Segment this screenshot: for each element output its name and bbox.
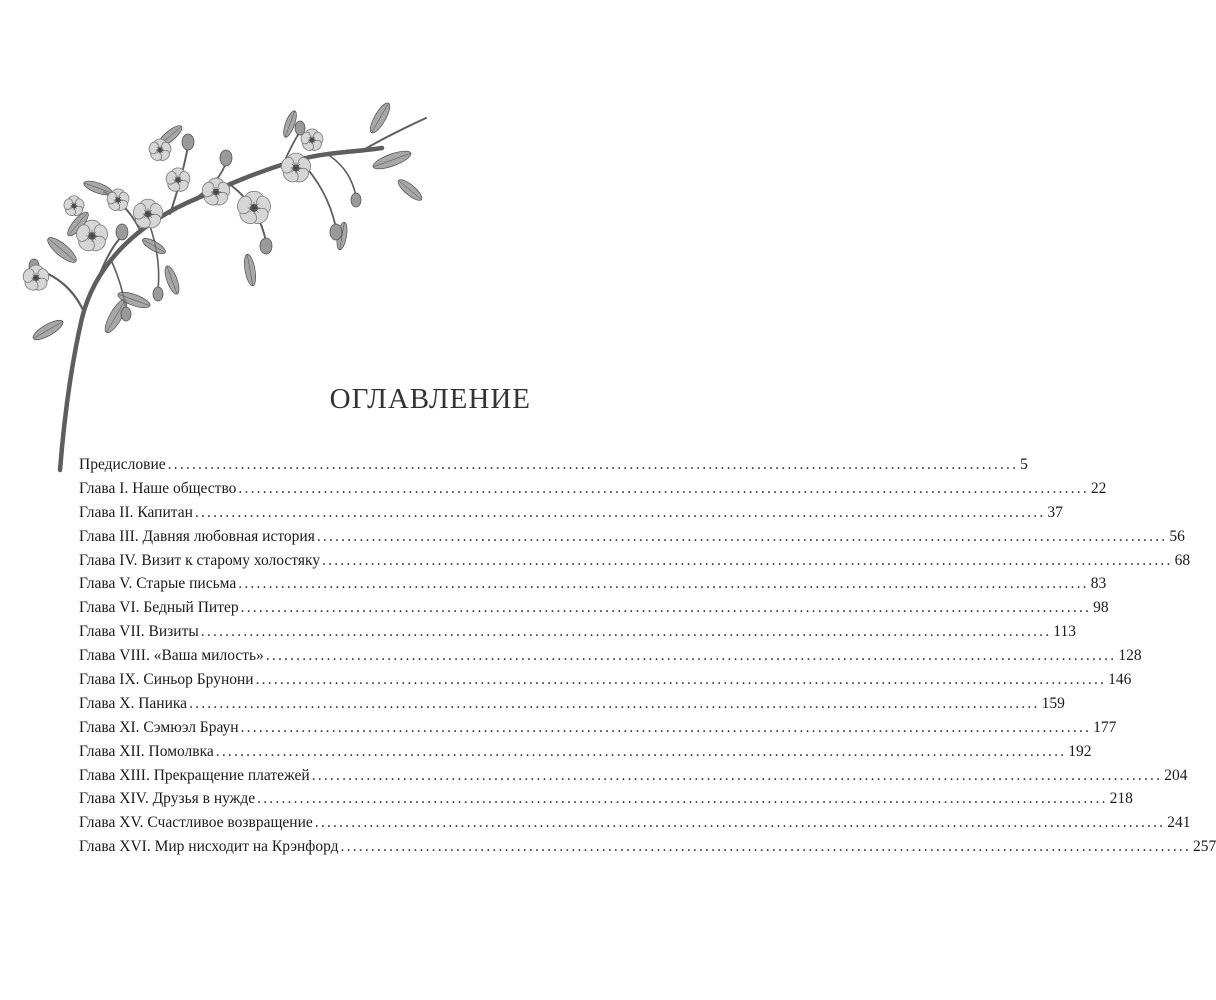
toc-entry[interactable] [79, 549, 1191, 573]
chapter-title: Глава II. Капитан [79, 503, 193, 521]
toc-entry[interactable] [79, 525, 1185, 549]
dot-leader: ............................................................................................................................................ [215, 742, 1067, 760]
dot-leader: ............................................................................................................................................ [189, 694, 1040, 712]
toc-entry[interactable] [79, 644, 1142, 668]
toc-entry[interactable] [79, 668, 1132, 692]
chapter-title: Глава XV. Счастливое возвращение [79, 814, 313, 832]
dot-leader: ............................................................................................................................................ [238, 479, 1089, 497]
toc-entry[interactable] [79, 596, 1109, 620]
dot-leader: ............................................................................................................................................ [322, 551, 1173, 569]
chapter-title: Глава X. Паника [79, 694, 188, 712]
toc-entry[interactable] [79, 787, 1133, 811]
dot-leader: ............................................................................................................................................ [316, 527, 1168, 545]
page-number: 5 [1020, 456, 1028, 473]
dot-leader: ............................................................................................................................................ [194, 503, 1046, 521]
toc-entry[interactable] [79, 572, 1107, 596]
chapter-title: Глава XIV. Друзья в нужде [79, 790, 256, 808]
page-number: 128 [1118, 647, 1142, 665]
chapter-title: Глава VII. Визиты [79, 623, 199, 641]
page-number: 83 [1090, 575, 1107, 593]
page-number: 37 [1047, 503, 1063, 521]
page-number: 56 [1169, 527, 1185, 545]
dot-leader: ............................................................................................................................................ [257, 790, 1108, 808]
toc-entry[interactable] [79, 453, 1028, 477]
dot-leader: ............................................................................................................................................ [340, 838, 1192, 856]
dot-leader: ............................................................................................................................................ [167, 456, 1019, 473]
chapter-title: Глава III. Давняя любовная история [79, 527, 315, 545]
toc-entry[interactable] [79, 835, 1216, 859]
page-number: 257 [1193, 838, 1216, 856]
toc-entry[interactable] [79, 477, 1107, 501]
chapter-title: Глава I. Наше общество [79, 479, 237, 497]
chapter-title: Глава XII. Помолвка [79, 742, 214, 760]
chapter-title: Глава VIII. «Ваша милость» [79, 647, 264, 665]
chapter-title: Глава XI. Сэмюэл Браун [79, 718, 239, 736]
toc-entry[interactable] [79, 692, 1065, 716]
chapter-title: Глава VI. Бедный Питер [79, 599, 239, 617]
page-number: 159 [1041, 694, 1065, 712]
chapter-title: Предисловие [79, 456, 166, 473]
dot-leader: ............................................................................................................................................ [255, 671, 1107, 689]
chapter-title: Глава V. Старые письма [79, 575, 237, 593]
page-number: 113 [1053, 623, 1076, 641]
dot-leader: ............................................................................................................................................ [200, 623, 1052, 641]
dot-leader: ............................................................................................................................................ [311, 766, 1163, 784]
page-number: 192 [1068, 742, 1092, 760]
toc-entry[interactable] [79, 764, 1188, 788]
chapter-title: Глава XIII. Прекращение платежей [79, 766, 310, 784]
page-number: 146 [1108, 671, 1132, 689]
dot-leader: ............................................................................................................................................ [240, 599, 1092, 617]
dot-leader: ............................................................................................................................................ [240, 718, 1092, 736]
table-of-contents [79, 453, 1216, 859]
dot-leader: ............................................................................................................................................ [238, 575, 1089, 593]
toc-entry[interactable] [79, 620, 1076, 644]
toc-entry[interactable] [79, 716, 1117, 740]
page-number: 177 [1093, 718, 1117, 736]
page-number: 218 [1109, 790, 1133, 808]
chapter-title: Глава IX. Синьор Брунони [79, 671, 254, 689]
page-number: 204 [1164, 766, 1188, 784]
page-number: 241 [1167, 814, 1191, 832]
dot-leader: ............................................................................................................................................ [314, 814, 1166, 832]
page-number: 98 [1093, 599, 1109, 617]
page-number: 68 [1174, 551, 1191, 569]
dot-leader: ............................................................................................................................................ [265, 647, 1117, 665]
chapter-title: Глава IV. Визит к старому холостяку [79, 551, 321, 569]
toc-entry[interactable] [79, 740, 1092, 764]
page-title: ОГЛАВЛЕНИЕ [329, 383, 531, 415]
toc-entry[interactable] [79, 811, 1191, 835]
page-number: 22 [1090, 479, 1107, 497]
chapter-title: Глава XVI. Мир нисходит на Крэнфорд [79, 838, 339, 856]
toc-entry[interactable] [79, 501, 1063, 525]
